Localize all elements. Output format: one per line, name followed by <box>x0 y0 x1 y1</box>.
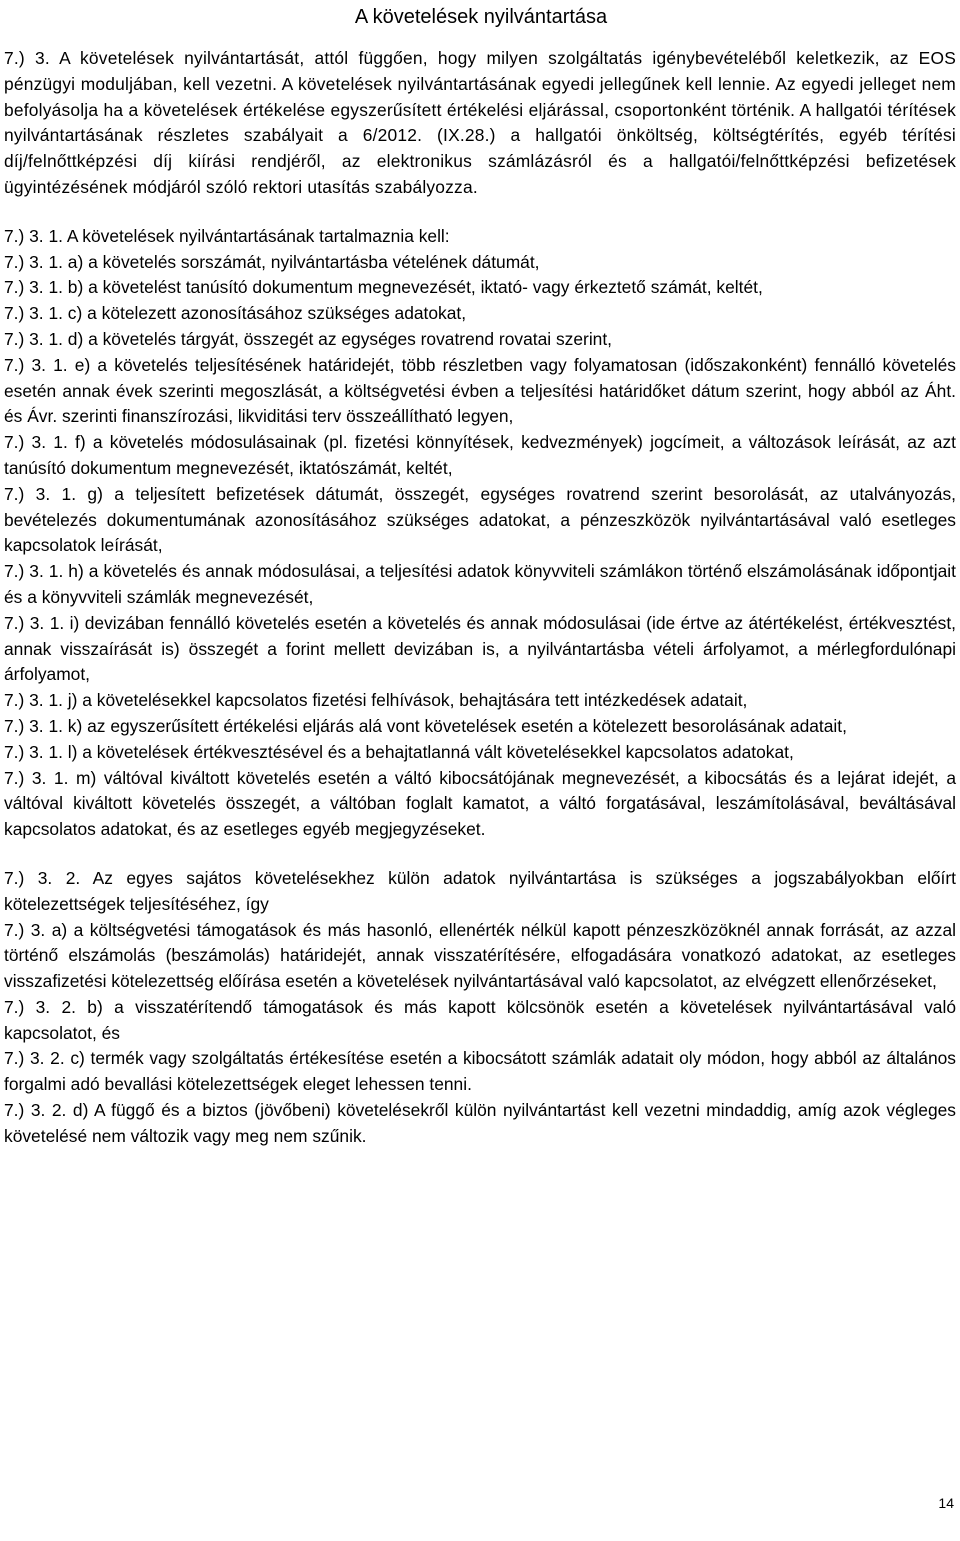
list-item: 7.) 3. 1. j) a követelésekkel kapcsolatos fizetési felhívások, behajtására tett intézkedések adatait, <box>4 690 748 711</box>
page-number: 14 <box>938 1495 954 1511</box>
paragraph-spacer <box>4 843 956 866</box>
section-2 <box>4 866 956 1150</box>
list-item: 7.) 3. 1. k) az egyszerűsített értékelési eljárás alá vont követelések esetén a kötelezett besorolásának adatait, <box>4 715 847 736</box>
section-1-heading: 7.) 3. 1. A követelések nyilvántartásának tartalmaznia kell: <box>4 225 450 246</box>
list-item: 7.) 3. a) a költségvetési támogatások és más hasonló, ellenérték nélkül kapott pénzeszközöknél annak forrását, az azzal történő elszámolás (beszámolás) határidejét, annak visszatérítésére, elfogadására vonatkozó adatokat, az esetleges visszafizetési kötelezettség előírása esetén a követelések nyilvántartásával való kapcsolatot, az elvégzett ellenőrzéseket, <box>4 919 956 992</box>
section-2-heading: 7.) 3. 2. Az egyes sajátos követelésekhez külön adatok nyilvántartása is szükséges a jogszabályokban előírt kötelezettségek teljesítéséhez, így <box>4 867 956 914</box>
list-item: 7.) 3. 1. m) váltóval kiváltott követelés esetén a váltó kibocsátójának megnevezését, a kibocsátás és a lejárat idejét, a váltóval kiváltott követelés összegét, a váltóban foglalt kamatot, a váltó forgatásával, leszámítolásával, beváltásával kapcsolatos adatokat, és az esetleges egyéb megjegyzéseket. <box>4 767 956 840</box>
page-title: A követelések nyilvántartása <box>354 6 608 28</box>
list-item: 7.) 3. 1. h) a követelés és annak módosulásai, a teljesítési adatok könyvviteli számlákon történő elszámolásának időpontjait és a könyvviteli számlák megnevezését, <box>4 561 956 607</box>
list-item: 7.) 3. 1. d) a követelés tárgyát, összegét az egységes rovatrend rovatai szerint, <box>4 328 613 349</box>
list-item: 7.) 3. 1. a) a követelés sorszámát, nyilvántartásba vételének dátumát, <box>4 251 540 272</box>
list-item: 7.) 3. 1. e) a követelés teljesítésének határidejét, több részletben vagy folyamatosan (időszakonként) fennálló követelés esetén annak évek szerinti megoszlását, a költségvetési évben a teljesítési határidőket dátum szerint, hogy abból az Áht. és Ávr. szerinti finanszírozási, likviditási terv összeállítható legyen, <box>4 354 956 427</box>
list-item: 7.) 3. 1. b) a követelést tanúsító dokumentum megnevezését, iktató- vagy érkeztető számát, keltét, <box>4 277 763 298</box>
list-item: 7.) 3. 1. f) a követelés módosulásainak (pl. fizetési könnyítések, kedvezmények) jogcímeit, a változások leírását, az azt tanúsító dokumentum megnevezését, iktatószámát, keltét, <box>4 432 956 478</box>
section-1 <box>4 224 956 843</box>
list-item: 7.) 3. 2. d) A függő és a biztos (jövőbeni) követelésekről külön nyilvántartást kell vezetni mindaddig, amíg azok végleges követelésé nem változik vagy meg nem szűnik. <box>4 1100 956 1146</box>
document-page <box>4 0 956 1150</box>
list-item: 7.) 3. 1. g) a teljesített befizetések dátumát, összegét, egységes rovatrend szerint besorolását, az utalványozás, bevételezés dokumentumának azonosításához szükséges adatokat, a pénzeszközök nyilvántartásával való esetleges kapcsolatok leírását, <box>4 483 956 556</box>
intro-paragraph: 7.) 3. A követelések nyilvántartását, attól függően, hogy milyen szolgáltatás igénybevételéből keletkezik, az EOS pénzügyi moduljában, kell vezetni. A követelések nyilvántartásának egyedi jellegűnek kell lennie. Az egyedi jelleget nem befolyásolja ha a követelések értékelése egyszerűsített értékelési eljárással, csoportonként történik. A hallgatói térítések nyilvántartásának részletes szabályait a 6/2012. (IX.28.) a hallgatói önköltség, költségtérítés, egyéb térítési díj/felnőttképzési díj kiírási rendjéről, az elektronikus számlázásról és a hallgatói/felnőttképzési befizetések ügyintézésének módjáról szóló rektori utasítás szabályozza. <box>4 48 956 197</box>
list-item: 7.) 3. 1. l) a követelések értékvesztésével és a behajtatlanná vált követelésekkel kapcsolatos adatokat, <box>4 741 794 762</box>
list-item: 7.) 3. 2. c) termék vagy szolgáltatás értékesítése esetén a kibocsátott számlák adatait oly módon, hogy abból az általános forgalmi adó bevallási kötelezettségek eleget lehessen tenni. <box>4 1048 956 1095</box>
list-item: 7.) 3. 1. c) a kötelezett azonosításához szükséges adatokat, <box>4 303 467 324</box>
list-item: 7.) 3. 1. i) devizában fennálló követelés esetén a követelés és annak módosulásai (ide értve az átértékelést, értékvesztést, annak visszaírását is) összegét a forint mellett devizában is, a nyilvántartásba vételi árfolyamot, a mérlegfordulónapi árfolyamot, <box>4 612 956 685</box>
list-item: 7.) 3. 2. b) a visszatérítendő támogatások és más kapott kölcsönök esetén a követelések nyilvántartásával való kapcsolatot, és <box>4 996 956 1043</box>
paragraph-spacer <box>4 201 956 224</box>
